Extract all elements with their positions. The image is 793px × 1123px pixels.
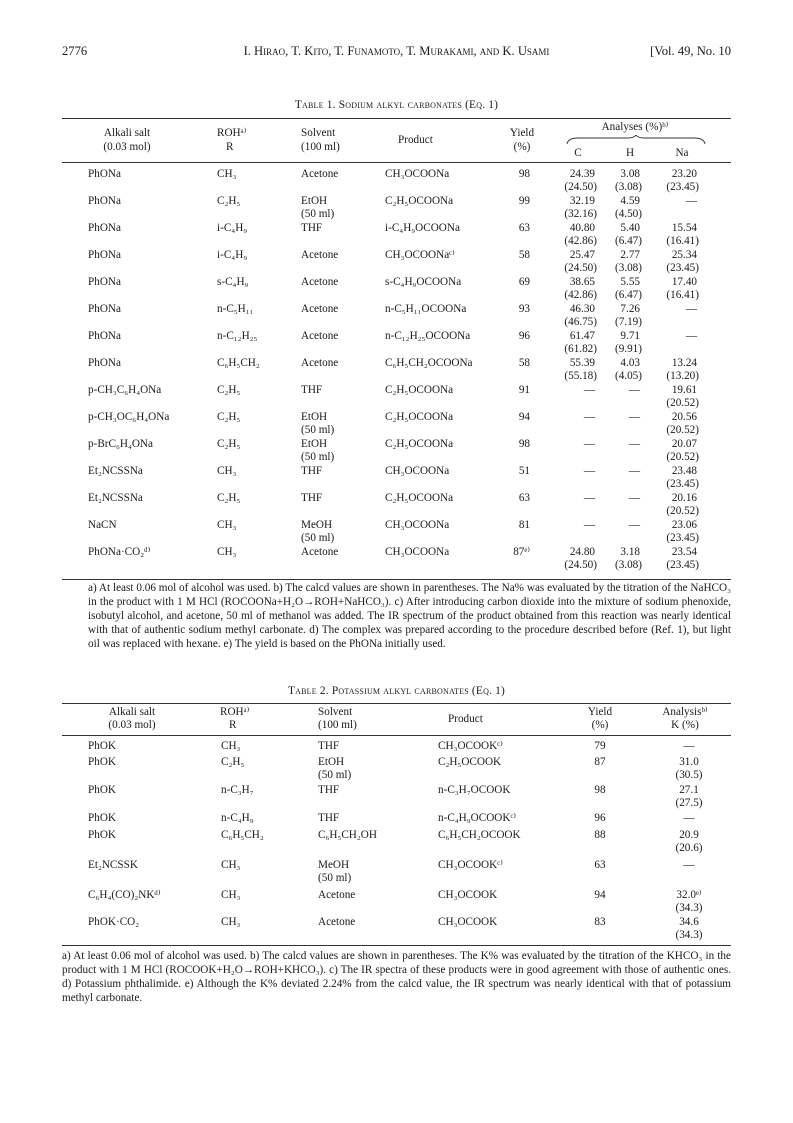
r-group-cell: C₂H₅ bbox=[217, 195, 241, 207]
analysis-h-calcd: (4.05) bbox=[614, 370, 642, 382]
analysis-h-calcd: (6.47) bbox=[614, 289, 642, 301]
solvent-cell: Acetone bbox=[301, 357, 339, 369]
product-cell: C₆H₅CH₂OCOOK bbox=[438, 829, 521, 841]
analysis-na-found: 20.07 bbox=[671, 438, 697, 450]
product-cell: C₂H₅OCOONa bbox=[385, 195, 454, 207]
yield-cell: 63 bbox=[518, 492, 530, 504]
t1-h-na: Na bbox=[675, 147, 689, 159]
solvent-volume-cell: (50 ml) bbox=[301, 424, 335, 436]
r-group-cell: C₂H₅ bbox=[217, 438, 241, 450]
analysis-h-found: — bbox=[628, 519, 640, 531]
yield-cell: 63 bbox=[518, 222, 530, 234]
analysis-h-found: 7.26 bbox=[620, 303, 640, 315]
r-group-cell: s-C₄H₉ bbox=[217, 276, 249, 288]
t2-h-analysis: Analysisᵇ⁾ bbox=[662, 706, 708, 718]
t1-h-solvent-vol: (100 ml) bbox=[301, 141, 340, 153]
volume-info: [Vol. 49, No. 10 bbox=[650, 44, 731, 58]
analysis-na-calcd: (23.45) bbox=[666, 262, 699, 274]
product-cell: n-C₁₂H₂₅OCOONa bbox=[385, 330, 471, 342]
solvent-cell: THF bbox=[318, 740, 340, 752]
analysis-k-found: — bbox=[683, 812, 695, 824]
alkali-salt-cell: NaCN bbox=[88, 519, 117, 531]
alkali-salt-cell: PhOK bbox=[88, 784, 116, 796]
alkali-salt-cell: Et₂NCSSNa bbox=[88, 492, 143, 504]
table2-footnotes bbox=[62, 950, 731, 1006]
solvent-cell: THF bbox=[318, 784, 340, 796]
solvent-cell: THF bbox=[318, 812, 340, 824]
alkali-salt-cell: Et₂NCSSNa bbox=[88, 465, 143, 477]
analysis-c-calcd: (24.50) bbox=[564, 262, 597, 274]
table1-caption bbox=[0, 99, 793, 111]
product-cell: C₂H₅OCOONa bbox=[385, 384, 454, 396]
yield-cell: 99 bbox=[518, 195, 530, 207]
r-group-cell: CH₃ bbox=[221, 859, 241, 871]
t1-h-solvent: Solvent bbox=[301, 127, 336, 139]
t2-h-solvent-vol: (100 ml) bbox=[318, 719, 357, 731]
r-group-cell: C₆H₅CH₂ bbox=[221, 829, 264, 841]
t1-h-yield-unit: (%) bbox=[513, 141, 531, 153]
analysis-c-found: 24.80 bbox=[569, 546, 595, 558]
t1-h-product: Product bbox=[398, 134, 433, 146]
analysis-na-found: — bbox=[685, 195, 697, 207]
alkali-salt-cell: PhOK bbox=[88, 829, 116, 841]
analysis-c-found: — bbox=[583, 384, 595, 396]
solvent-volume-cell: (50 ml) bbox=[318, 872, 352, 884]
analysis-k-found: 20.9 bbox=[679, 829, 699, 841]
product-cell: C₂H₅OCOONa bbox=[385, 492, 454, 504]
solvent-cell: Acetone bbox=[301, 249, 339, 261]
analysis-na-calcd: (16.41) bbox=[666, 235, 699, 247]
alkali-salt-cell: p-CH₃OC₆H₄ONa bbox=[88, 411, 170, 423]
solvent-cell: MeOH bbox=[318, 859, 350, 871]
page-number: 2776 bbox=[62, 44, 88, 58]
solvent-cell: Acetone bbox=[301, 330, 339, 342]
yield-cell: 58 bbox=[518, 357, 530, 369]
t2-h-k: K (%) bbox=[671, 719, 699, 731]
analysis-c-calcd: (42.86) bbox=[564, 289, 597, 301]
yield-cell: 83 bbox=[594, 916, 606, 928]
r-group-cell: C₆H₅CH₂ bbox=[217, 357, 260, 369]
solvent-cell: C₆H₅CH₂OH bbox=[318, 829, 377, 841]
solvent-cell: MeOH bbox=[301, 519, 333, 531]
analysis-c-found: 24.39 bbox=[569, 168, 595, 180]
solvent-cell: THF bbox=[301, 465, 323, 477]
author-line: I. Hirao, T. Kito, T. Funamoto, T. Murakami, and K. Usami bbox=[243, 44, 550, 58]
product-cell: CH₃OCOOK bbox=[438, 889, 498, 901]
table1-label: Table 1. bbox=[294, 99, 336, 111]
analysis-c-found: 32.19 bbox=[569, 195, 595, 207]
r-group-cell: CH₃ bbox=[221, 740, 241, 752]
yield-cell: 51 bbox=[518, 465, 530, 477]
analysis-na-calcd: (20.52) bbox=[666, 424, 699, 436]
t1-h-yield: Yield bbox=[509, 127, 535, 139]
product-cell: CH₃OCOONa bbox=[385, 168, 450, 180]
r-group-cell: n-C₃H₇ bbox=[221, 784, 254, 796]
solvent-cell: THF bbox=[301, 492, 323, 504]
analysis-na-calcd: (23.45) bbox=[666, 559, 699, 571]
solvent-cell: EtOH bbox=[318, 756, 345, 768]
table1-bottom-rule bbox=[62, 579, 731, 580]
yield-cell: 93 bbox=[518, 303, 530, 315]
product-cell: n-C₃H₇OCOOK bbox=[438, 784, 511, 796]
analysis-na-found: 25.34 bbox=[671, 249, 697, 261]
yield-cell: 96 bbox=[518, 330, 530, 342]
yield-cell: 96 bbox=[594, 812, 606, 824]
analysis-c-calcd: (42.86) bbox=[564, 235, 597, 247]
analysis-h-calcd: (7.19) bbox=[614, 316, 642, 328]
analysis-h-found: — bbox=[628, 438, 640, 450]
table1-title: Sodium alkyl carbonates (Eq. 1) bbox=[338, 99, 499, 111]
solvent-cell: EtOH bbox=[301, 411, 328, 423]
analysis-c-calcd: (24.50) bbox=[564, 181, 597, 193]
analysis-c-calcd: (55.18) bbox=[564, 370, 597, 382]
solvent-volume-cell: (50 ml) bbox=[318, 769, 352, 781]
alkali-salt-cell: C₆H₄(CO)₂NKᵈ⁾ bbox=[88, 889, 161, 901]
product-cell: n-C₄H₉OCOOKᶜ⁾ bbox=[438, 812, 517, 824]
analysis-h-found: — bbox=[628, 492, 640, 504]
analysis-h-calcd: (3.08) bbox=[614, 559, 642, 571]
product-cell: CH₃OCOONa bbox=[385, 546, 450, 558]
analysis-na-found: 23.06 bbox=[671, 519, 697, 531]
analysis-k-found: 32.0ᵉ⁾ bbox=[676, 889, 702, 901]
table2-notes-text: a) At least 0.06 mol of alcohol was used. b) The calcd values are shown in parentheses. The K% was evaluated by the titration of the KHCO₃ in the product with 1 M HCl (ROCOOK+H₂O→ROH+KHCO₃). c) The IR spectra of these products were in good agreement with those of authentic ones. d) Potassium phthalimide. e) Although the K% deviated 2.24% from the calcd value, the IR spectrum was nearly identical with that of potassium methyl carbonate. bbox=[62, 950, 731, 1004]
table1-notes-text: a) At least 0.06 mol of alcohol was used. b) The calcd values are shown in parentheses. The Na% was evaluated by the titration of the NaHCO₃ in the product with 1 M HCl (ROCOONa+H₂O→ROH+NaHCO₃). c) After introducing carbon dioxide into the mixture of sodium phenoxide, isobutyl alcohol, and acetone, 50 ml of methanol was added. The IR spectrum of the product obtained from this reaction was nearly identical with that of authentic sodium methyl carbonate. d) The complex was prepared according to the procedure described before (Ref. 1), but light oil was replaced with hexane. e) The yield is based on the PhONa initially used. bbox=[88, 582, 731, 650]
alkali-salt-cell: p-CH₃C₆H₄ONa bbox=[88, 384, 162, 396]
analysis-c-found: 61.47 bbox=[569, 330, 595, 342]
solvent-cell: Acetone bbox=[301, 303, 339, 315]
analysis-na-found: 19.61 bbox=[671, 384, 697, 396]
r-group-cell: n-C₁₂H₂₅ bbox=[217, 330, 258, 342]
yield-cell: 98 bbox=[594, 784, 606, 796]
analysis-c-found: 55.39 bbox=[569, 357, 595, 369]
analysis-na-found: 23.48 bbox=[671, 465, 697, 477]
analysis-h-calcd: (6.47) bbox=[614, 235, 642, 247]
table1-footnotes bbox=[88, 582, 731, 652]
analysis-h-found: — bbox=[628, 411, 640, 423]
analysis-c-calcd: (32.16) bbox=[564, 208, 597, 220]
yield-cell: 87 bbox=[594, 756, 606, 768]
t2-h-r: R bbox=[229, 719, 237, 731]
product-cell: CH₃OCOOKᶜ⁾ bbox=[438, 740, 503, 752]
table1-header-rule bbox=[62, 162, 731, 163]
table1-top-rule bbox=[62, 118, 731, 119]
t1-h-alkali1: Alkali salt bbox=[103, 127, 151, 139]
alkali-salt-cell: PhONa bbox=[88, 303, 121, 315]
alkali-salt-cell: PhONa bbox=[88, 276, 121, 288]
t2-h-alkali2: (0.03 mol) bbox=[108, 719, 156, 731]
analysis-k-found: 31.0 bbox=[679, 756, 699, 768]
yield-cell: 98 bbox=[518, 168, 530, 180]
analysis-na-found: 23.54 bbox=[671, 546, 697, 558]
t2-h-solvent: Solvent bbox=[318, 706, 353, 718]
solvent-cell: Acetone bbox=[301, 546, 339, 558]
analyses-brace bbox=[566, 135, 706, 145]
alkali-salt-cell: PhONa·CO₂ᵈ⁾ bbox=[88, 546, 151, 558]
analysis-h-found: 9.71 bbox=[620, 330, 640, 342]
r-group-cell: CH₃ bbox=[221, 916, 241, 928]
analysis-h-found: 3.08 bbox=[620, 168, 640, 180]
solvent-cell: Acetone bbox=[318, 916, 356, 928]
analysis-k-found: — bbox=[683, 859, 695, 871]
yield-cell: 94 bbox=[594, 889, 606, 901]
table2-title: Potassium alkyl carbonates (Eq. 1) bbox=[331, 685, 506, 697]
t1-h-c: C bbox=[574, 147, 582, 159]
analysis-h-calcd: (3.08) bbox=[614, 181, 642, 193]
yield-cell: 58 bbox=[518, 249, 530, 261]
analysis-na-calcd: (23.45) bbox=[666, 478, 699, 490]
t1-h-roh: ROHᵃ⁾ bbox=[217, 127, 247, 139]
analysis-h-calcd: (9.91) bbox=[614, 343, 642, 355]
alkali-salt-cell: Et₂NCSSK bbox=[88, 859, 138, 871]
solvent-volume-cell: (50 ml) bbox=[301, 532, 335, 544]
analysis-h-found: — bbox=[628, 465, 640, 477]
alkali-salt-cell: PhONa bbox=[88, 249, 121, 261]
t1-h-r: R bbox=[226, 141, 234, 153]
analysis-c-found: — bbox=[583, 519, 595, 531]
r-group-cell: CH₃ bbox=[221, 889, 241, 901]
t2-h-roh: ROHᵃ⁾ bbox=[220, 706, 250, 718]
analysis-k-calcd: (30.5) bbox=[675, 769, 703, 781]
alkali-salt-cell: PhONa bbox=[88, 357, 121, 369]
yield-cell: 91 bbox=[518, 384, 530, 396]
solvent-cell: Acetone bbox=[301, 168, 339, 180]
page-header bbox=[62, 44, 731, 64]
solvent-cell: EtOH bbox=[301, 438, 328, 450]
table2-label: Table 2. bbox=[287, 685, 329, 697]
solvent-cell: Acetone bbox=[301, 276, 339, 288]
analysis-na-found: 23.20 bbox=[671, 168, 697, 180]
analysis-na-calcd: (16.41) bbox=[666, 289, 699, 301]
analysis-c-found: — bbox=[583, 438, 595, 450]
r-group-cell: CH₃ bbox=[217, 465, 237, 477]
analysis-c-found: 38.65 bbox=[569, 276, 595, 288]
solvent-volume-cell: (50 ml) bbox=[301, 208, 335, 220]
analysis-h-found: 4.03 bbox=[620, 357, 640, 369]
yield-cell: 94 bbox=[518, 411, 530, 423]
analysis-k-found: — bbox=[683, 740, 695, 752]
product-cell: n-C₅H₁₁OCOONa bbox=[385, 303, 467, 315]
t1-h-alkali2: (0.03 mol) bbox=[103, 141, 151, 153]
r-group-cell: i-C₄H₉ bbox=[217, 249, 248, 261]
table2-top-rule bbox=[62, 703, 731, 704]
analysis-na-found: 13.24 bbox=[671, 357, 697, 369]
t2-h-alkali1: Alkali salt bbox=[108, 706, 156, 718]
analysis-h-found: 5.55 bbox=[620, 276, 640, 288]
analysis-k-calcd: (27.5) bbox=[675, 797, 703, 809]
yield-cell: 79 bbox=[594, 740, 606, 752]
r-group-cell: n-C₅H₁₁ bbox=[217, 303, 254, 315]
solvent-cell: Acetone bbox=[318, 889, 356, 901]
product-cell: CH₃OCOONa bbox=[385, 465, 450, 477]
table2-caption bbox=[0, 685, 793, 697]
alkali-salt-cell: PhOK bbox=[88, 740, 116, 752]
solvent-cell: THF bbox=[301, 222, 323, 234]
product-cell: i-C₄H₉OCOONa bbox=[385, 222, 460, 234]
analysis-c-calcd: (61.82) bbox=[564, 343, 597, 355]
product-cell: C₂H₅OCOONa bbox=[385, 411, 454, 423]
solvent-volume-cell: (50 ml) bbox=[301, 451, 335, 463]
analysis-c-found: 25.47 bbox=[569, 249, 595, 261]
r-group-cell: CH₃ bbox=[217, 519, 237, 531]
t2-h-product: Product bbox=[448, 713, 483, 725]
r-group-cell: C₂H₅ bbox=[217, 492, 241, 504]
analysis-h-found: 3.18 bbox=[620, 546, 640, 558]
alkali-salt-cell: PhONa bbox=[88, 222, 121, 234]
product-cell: CH₃OCOONaᶜ⁾ bbox=[385, 249, 455, 261]
analysis-h-calcd: (4.50) bbox=[614, 208, 642, 220]
alkali-salt-cell: PhOK bbox=[88, 812, 116, 824]
analysis-na-found: 17.40 bbox=[671, 276, 697, 288]
analysis-c-found: — bbox=[583, 492, 595, 504]
analysis-na-found: — bbox=[685, 303, 697, 315]
r-group-cell: n-C₄H₉ bbox=[221, 812, 254, 824]
alkali-salt-cell: PhONa bbox=[88, 330, 121, 342]
analysis-c-calcd: (24.50) bbox=[564, 559, 597, 571]
alkali-salt-cell: PhOK bbox=[88, 756, 116, 768]
alkali-salt-cell: PhONa bbox=[88, 195, 121, 207]
analysis-na-found: 15.54 bbox=[671, 222, 697, 234]
analysis-k-calcd: (20.6) bbox=[675, 842, 703, 854]
t1-h-analyses: Analyses (%)ᵇ⁾ bbox=[601, 121, 669, 133]
analysis-h-found: 4.59 bbox=[620, 195, 640, 207]
analysis-c-found: 40.80 bbox=[569, 222, 595, 234]
r-group-cell: i-C₄H₉ bbox=[217, 222, 248, 234]
analysis-na-calcd: (23.45) bbox=[666, 532, 699, 544]
analysis-na-found: — bbox=[685, 330, 697, 342]
analysis-c-found: — bbox=[583, 411, 595, 423]
product-cell: CH₃OCOOKᶜ⁾ bbox=[438, 859, 503, 871]
product-cell: CH₃OCOOK bbox=[438, 916, 498, 928]
r-group-cell: C₂H₅ bbox=[217, 384, 241, 396]
yield-cell: 98 bbox=[518, 438, 530, 450]
analysis-na-found: 20.56 bbox=[671, 411, 697, 423]
solvent-cell: EtOH bbox=[301, 195, 328, 207]
yield-cell: 81 bbox=[518, 519, 530, 531]
analysis-h-calcd: (3.08) bbox=[614, 262, 642, 274]
analysis-na-calcd: (20.52) bbox=[666, 451, 699, 463]
product-cell: s-C₄H₉OCOONa bbox=[385, 276, 462, 288]
analysis-na-calcd: (20.52) bbox=[666, 397, 699, 409]
product-cell: CH₃OCOONa bbox=[385, 519, 450, 531]
r-group-cell: CH₃ bbox=[217, 546, 237, 558]
analysis-k-calcd: (34.3) bbox=[675, 929, 703, 941]
t2-h-yield-unit: (%) bbox=[591, 719, 609, 731]
table2-header-rule bbox=[62, 735, 731, 736]
t2-h-yield: Yield bbox=[587, 706, 613, 718]
r-group-cell: C₂H₅ bbox=[221, 756, 245, 768]
analysis-h-found: 2.77 bbox=[620, 249, 640, 261]
analysis-na-calcd: (13.20) bbox=[666, 370, 699, 382]
solvent-cell: THF bbox=[301, 384, 323, 396]
t1-h-h: H bbox=[625, 147, 635, 159]
product-cell: C₆H₅CH₂OCOONa bbox=[385, 357, 473, 369]
yield-cell: 63 bbox=[594, 859, 606, 871]
table2-bottom-rule bbox=[62, 945, 731, 946]
analysis-na-calcd: (20.52) bbox=[666, 505, 699, 517]
analysis-c-found: 46.30 bbox=[569, 303, 595, 315]
alkali-salt-cell: PhOK·CO₂ bbox=[88, 916, 140, 928]
analysis-na-found: 20.16 bbox=[671, 492, 697, 504]
analysis-c-found: — bbox=[583, 465, 595, 477]
yield-cell: 88 bbox=[594, 829, 606, 841]
r-group-cell: C₂H₅ bbox=[217, 411, 241, 423]
yield-cell: 69 bbox=[518, 276, 530, 288]
analysis-k-found: 27.1 bbox=[679, 784, 699, 796]
analysis-c-calcd: (46.75) bbox=[564, 316, 597, 328]
analysis-h-found: — bbox=[628, 384, 640, 396]
yield-cell: 87ᵉ⁾ bbox=[513, 546, 530, 558]
r-group-cell: CH₃ bbox=[217, 168, 237, 180]
analysis-k-found: 34.6 bbox=[679, 916, 699, 928]
analysis-h-found: 5.40 bbox=[620, 222, 640, 234]
analysis-na-calcd: (23.45) bbox=[666, 181, 699, 193]
product-cell: C₂H₅OCOONa bbox=[385, 438, 454, 450]
analysis-k-calcd: (34.3) bbox=[675, 902, 703, 914]
alkali-salt-cell: p-BrC₆H₄ONa bbox=[88, 438, 153, 450]
product-cell: C₂H₅OCOOK bbox=[438, 756, 502, 768]
alkali-salt-cell: PhONa bbox=[88, 168, 121, 180]
